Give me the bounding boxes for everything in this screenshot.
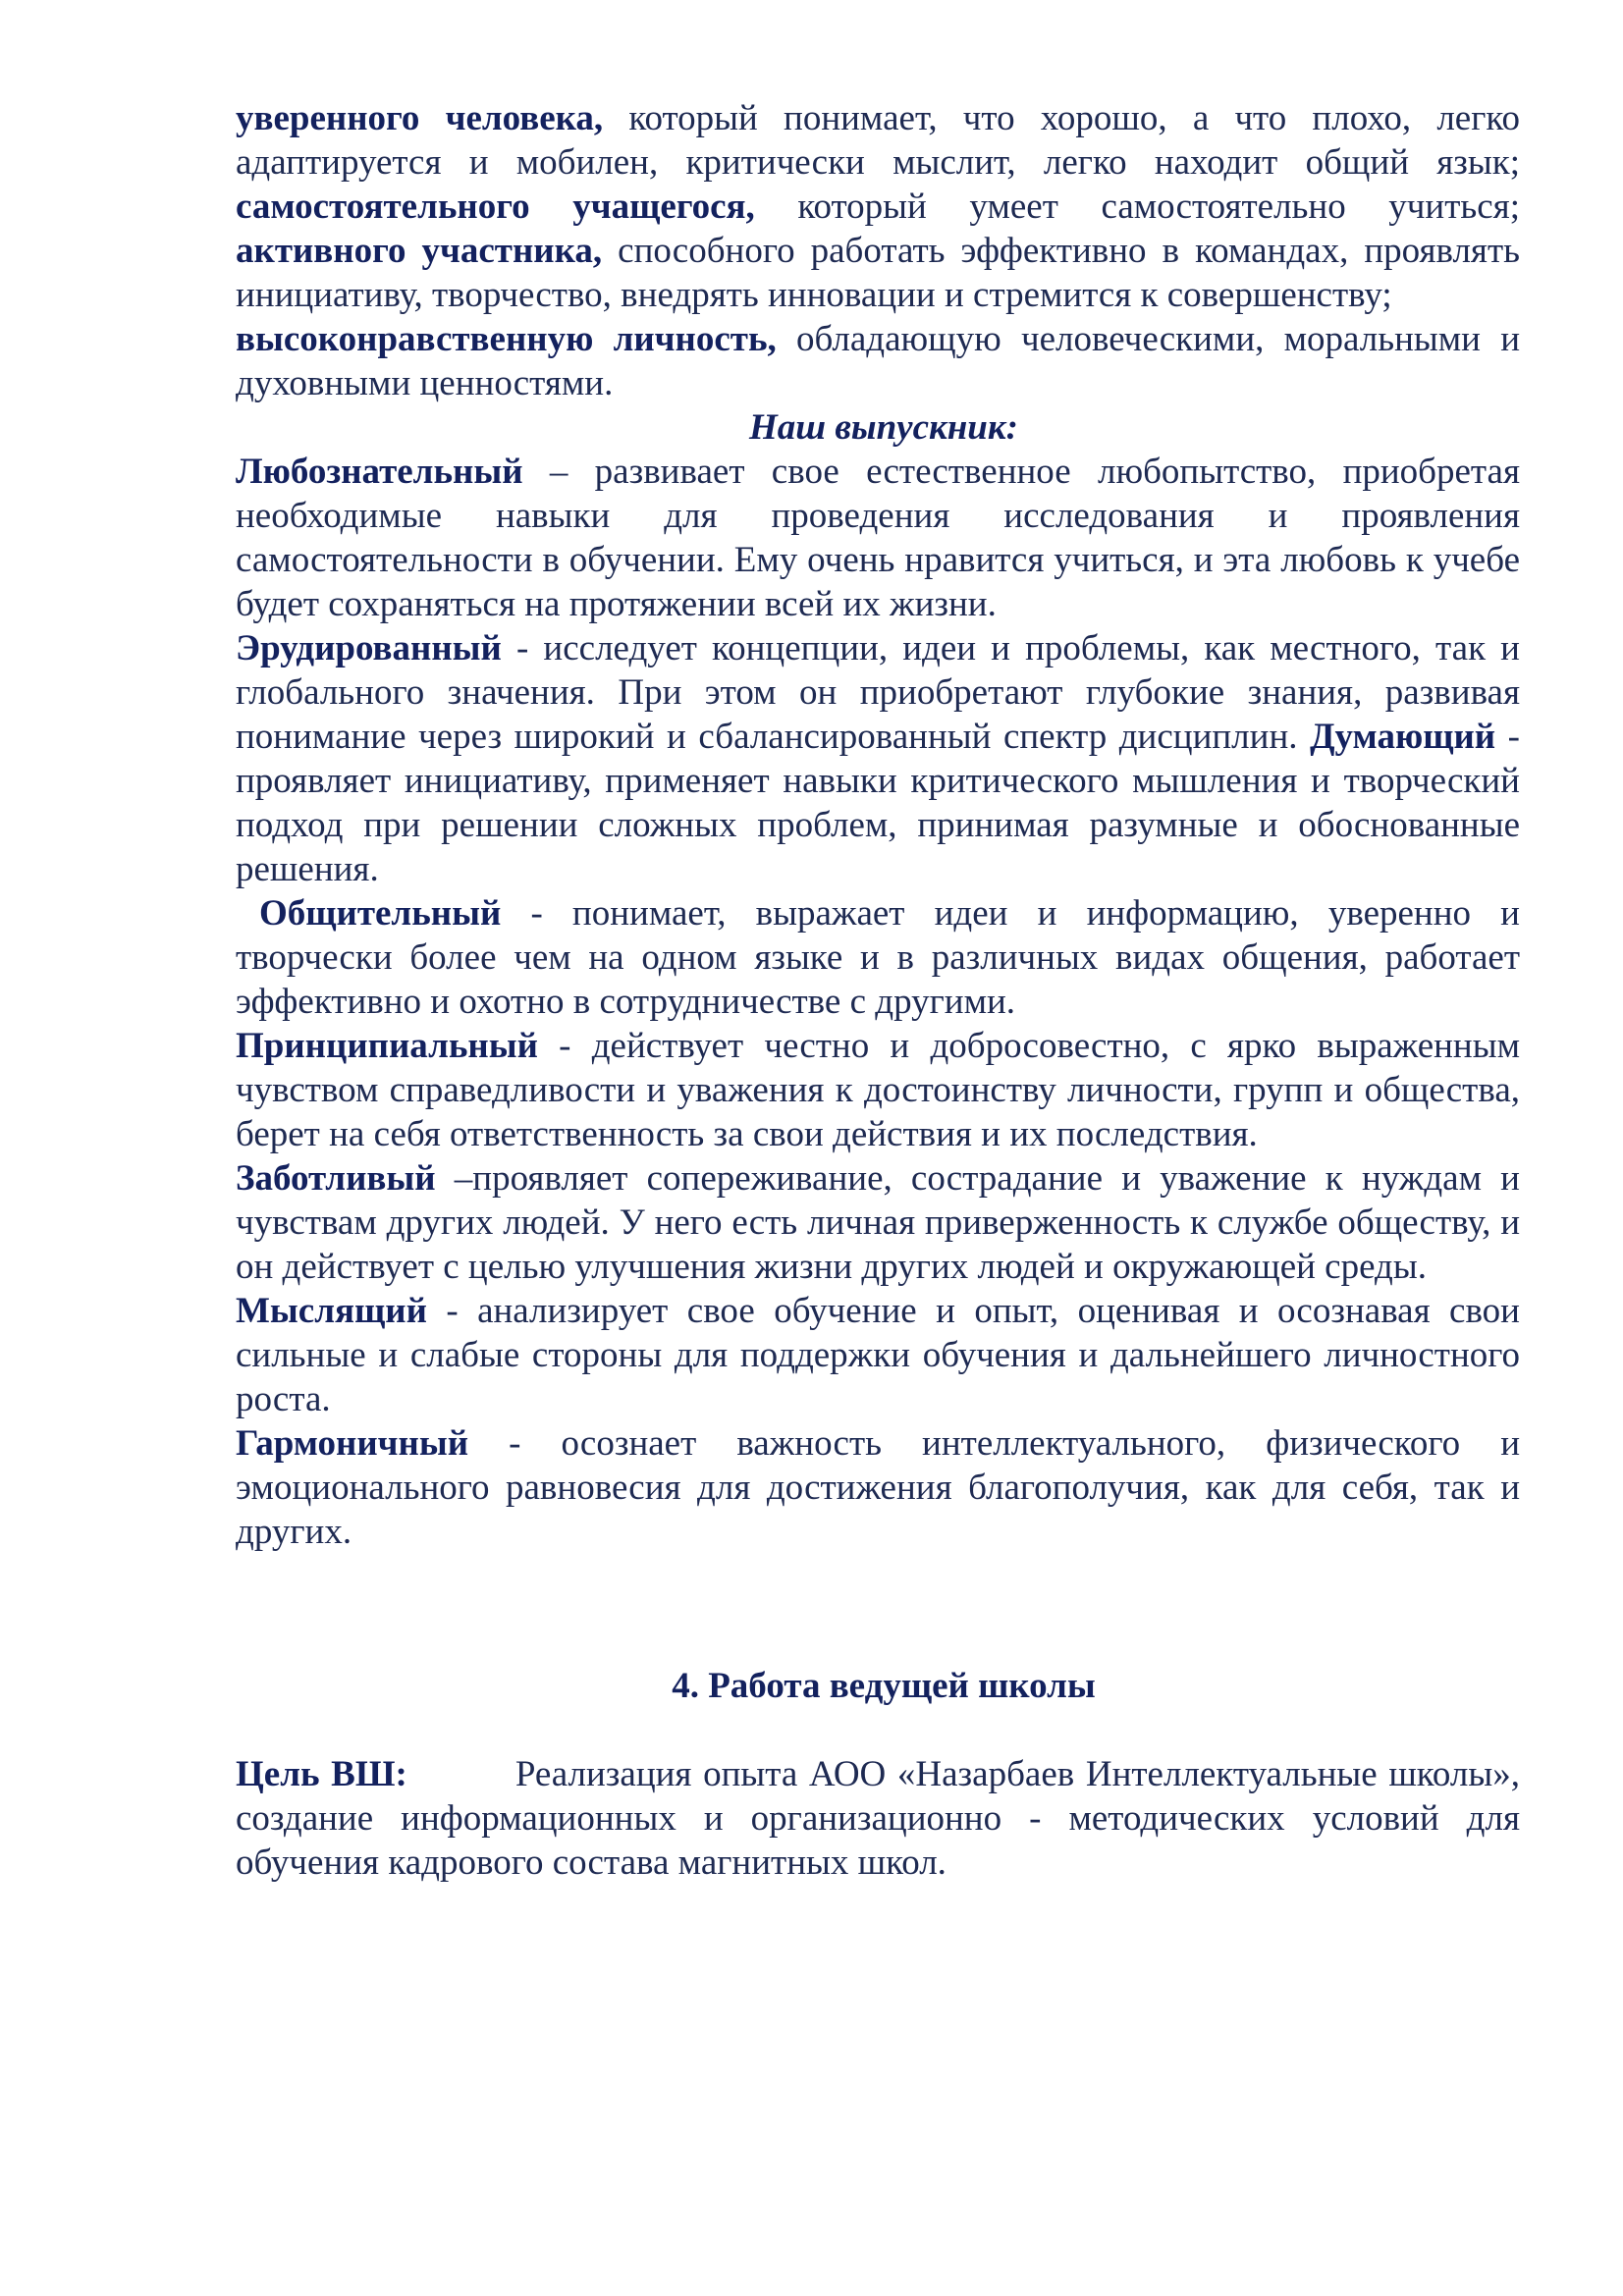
trait-text: - исследует концепции, идеи и проблемы, как местного, так и глобального значения. При этом он приобретают глубокие знания, развивая понимание через широкий и сбалансированный спектр дисциплин. — [236, 628, 1520, 757]
trait-term: Думающий — [1310, 717, 1496, 757]
trait-text: - понимает, выражает идеи и информацию, уверенно и творчески более чем на одном языке и в различных видах общения, работает эффективно и охотно в сотрудничестве с другими. — [236, 893, 1520, 1022]
trait-text: – развивает свое естественное любопытство, приобретая необходимые навыки для проведения исследования и проявления самостоятельности в обучении. Ему очень нравится учиться, и эта любовь к учебе будет сохраняться на протяжении всей их жизни. — [236, 452, 1520, 624]
trait-term: Эрудированный — [236, 628, 502, 668]
trait-balanced — [236, 1421, 1520, 1554]
section-heading: 4. Работа ведущей школы — [672, 1666, 1096, 1706]
trait-text: - проявляет инициативу, применяет навыки критического мышления и творческий подход при решении сложных проблем, принимая разумные и обоснованные решения. — [236, 717, 1521, 889]
goal-label: Цель ВШ: — [236, 1754, 407, 1794]
trait-term: Гармоничный — [236, 1423, 469, 1464]
intro-text-active: способного работать эффективно в командах, проявлять инициативу, творчество, внедрять инновации и стремится к совершенству; — [236, 231, 1520, 315]
trait-text: - осознает важность интеллектуального, физического и эмоционального равновесия для достижения благополучия, как для себя, так и других. — [236, 1423, 1520, 1552]
intro-term-active: активного участника, — [236, 231, 603, 271]
intro-paragraph — [236, 96, 1520, 317]
trait-communicative — [236, 891, 1520, 1024]
intro-term-independent: самостоятельного учащегося, — [236, 187, 755, 227]
trait-term: Общительный — [259, 893, 502, 934]
trait-term: Мыслящий — [236, 1291, 427, 1331]
trait-term: Любознательный — [236, 452, 523, 492]
trait-erudite-thinking — [236, 626, 1520, 891]
document-page — [236, 96, 1520, 1885]
intro-term-confident: уверенного человека, — [236, 98, 604, 138]
intro-text-confident: который понимает, что хорошо, а что плохо, легко адаптируется и мобилен, критически мыслит, легко находит общий язык; — [236, 98, 1520, 183]
trait-curious — [236, 450, 1520, 626]
trait-text: - действует честно и добросовестно, с ярко выраженным чувством справедливости и уважения к достоинству личности, групп и общества, берет на себя ответственность за свои действия и их последствия. — [236, 1026, 1520, 1154]
goal-text: Реализация опыта АОО «Назарбаев Интеллектуальные школы», создание информационных и организационно - методических условий для обучения кадрового состава магнитных школ. — [236, 1754, 1520, 1883]
intro-text-independent: который умеет самостоятельно учиться; — [754, 187, 1520, 227]
trait-principled — [236, 1024, 1520, 1156]
trait-term: Заботливый — [236, 1158, 436, 1199]
trait-term: Принципиальный — [236, 1026, 538, 1066]
trait-text: –проявляет сопереживание, сострадание и уважение к нуждам и чувствам других людей. У него есть личная приверженность к службе обществу, и он действует с целью улучшения жизни других людей и окружающей среды. — [236, 1158, 1520, 1287]
trait-caring — [236, 1156, 1520, 1289]
intro-term-moral: высоконравственную личность, — [236, 319, 777, 359]
intro-text-moral: обладающую человеческими, моральными и духовными ценностями. — [236, 319, 1520, 403]
goal-paragraph — [236, 1752, 1520, 1885]
intro-paragraph-moral — [236, 317, 1520, 405]
trait-reflective — [236, 1289, 1520, 1421]
graduate-title: Наш выпускник: — [749, 407, 1018, 448]
trait-text: - анализирует свое обучение и опыт, оценивая и осознавая свои сильные и слабые стороны для поддержки обучения и дальнейшего личностного роста. — [236, 1291, 1520, 1419]
